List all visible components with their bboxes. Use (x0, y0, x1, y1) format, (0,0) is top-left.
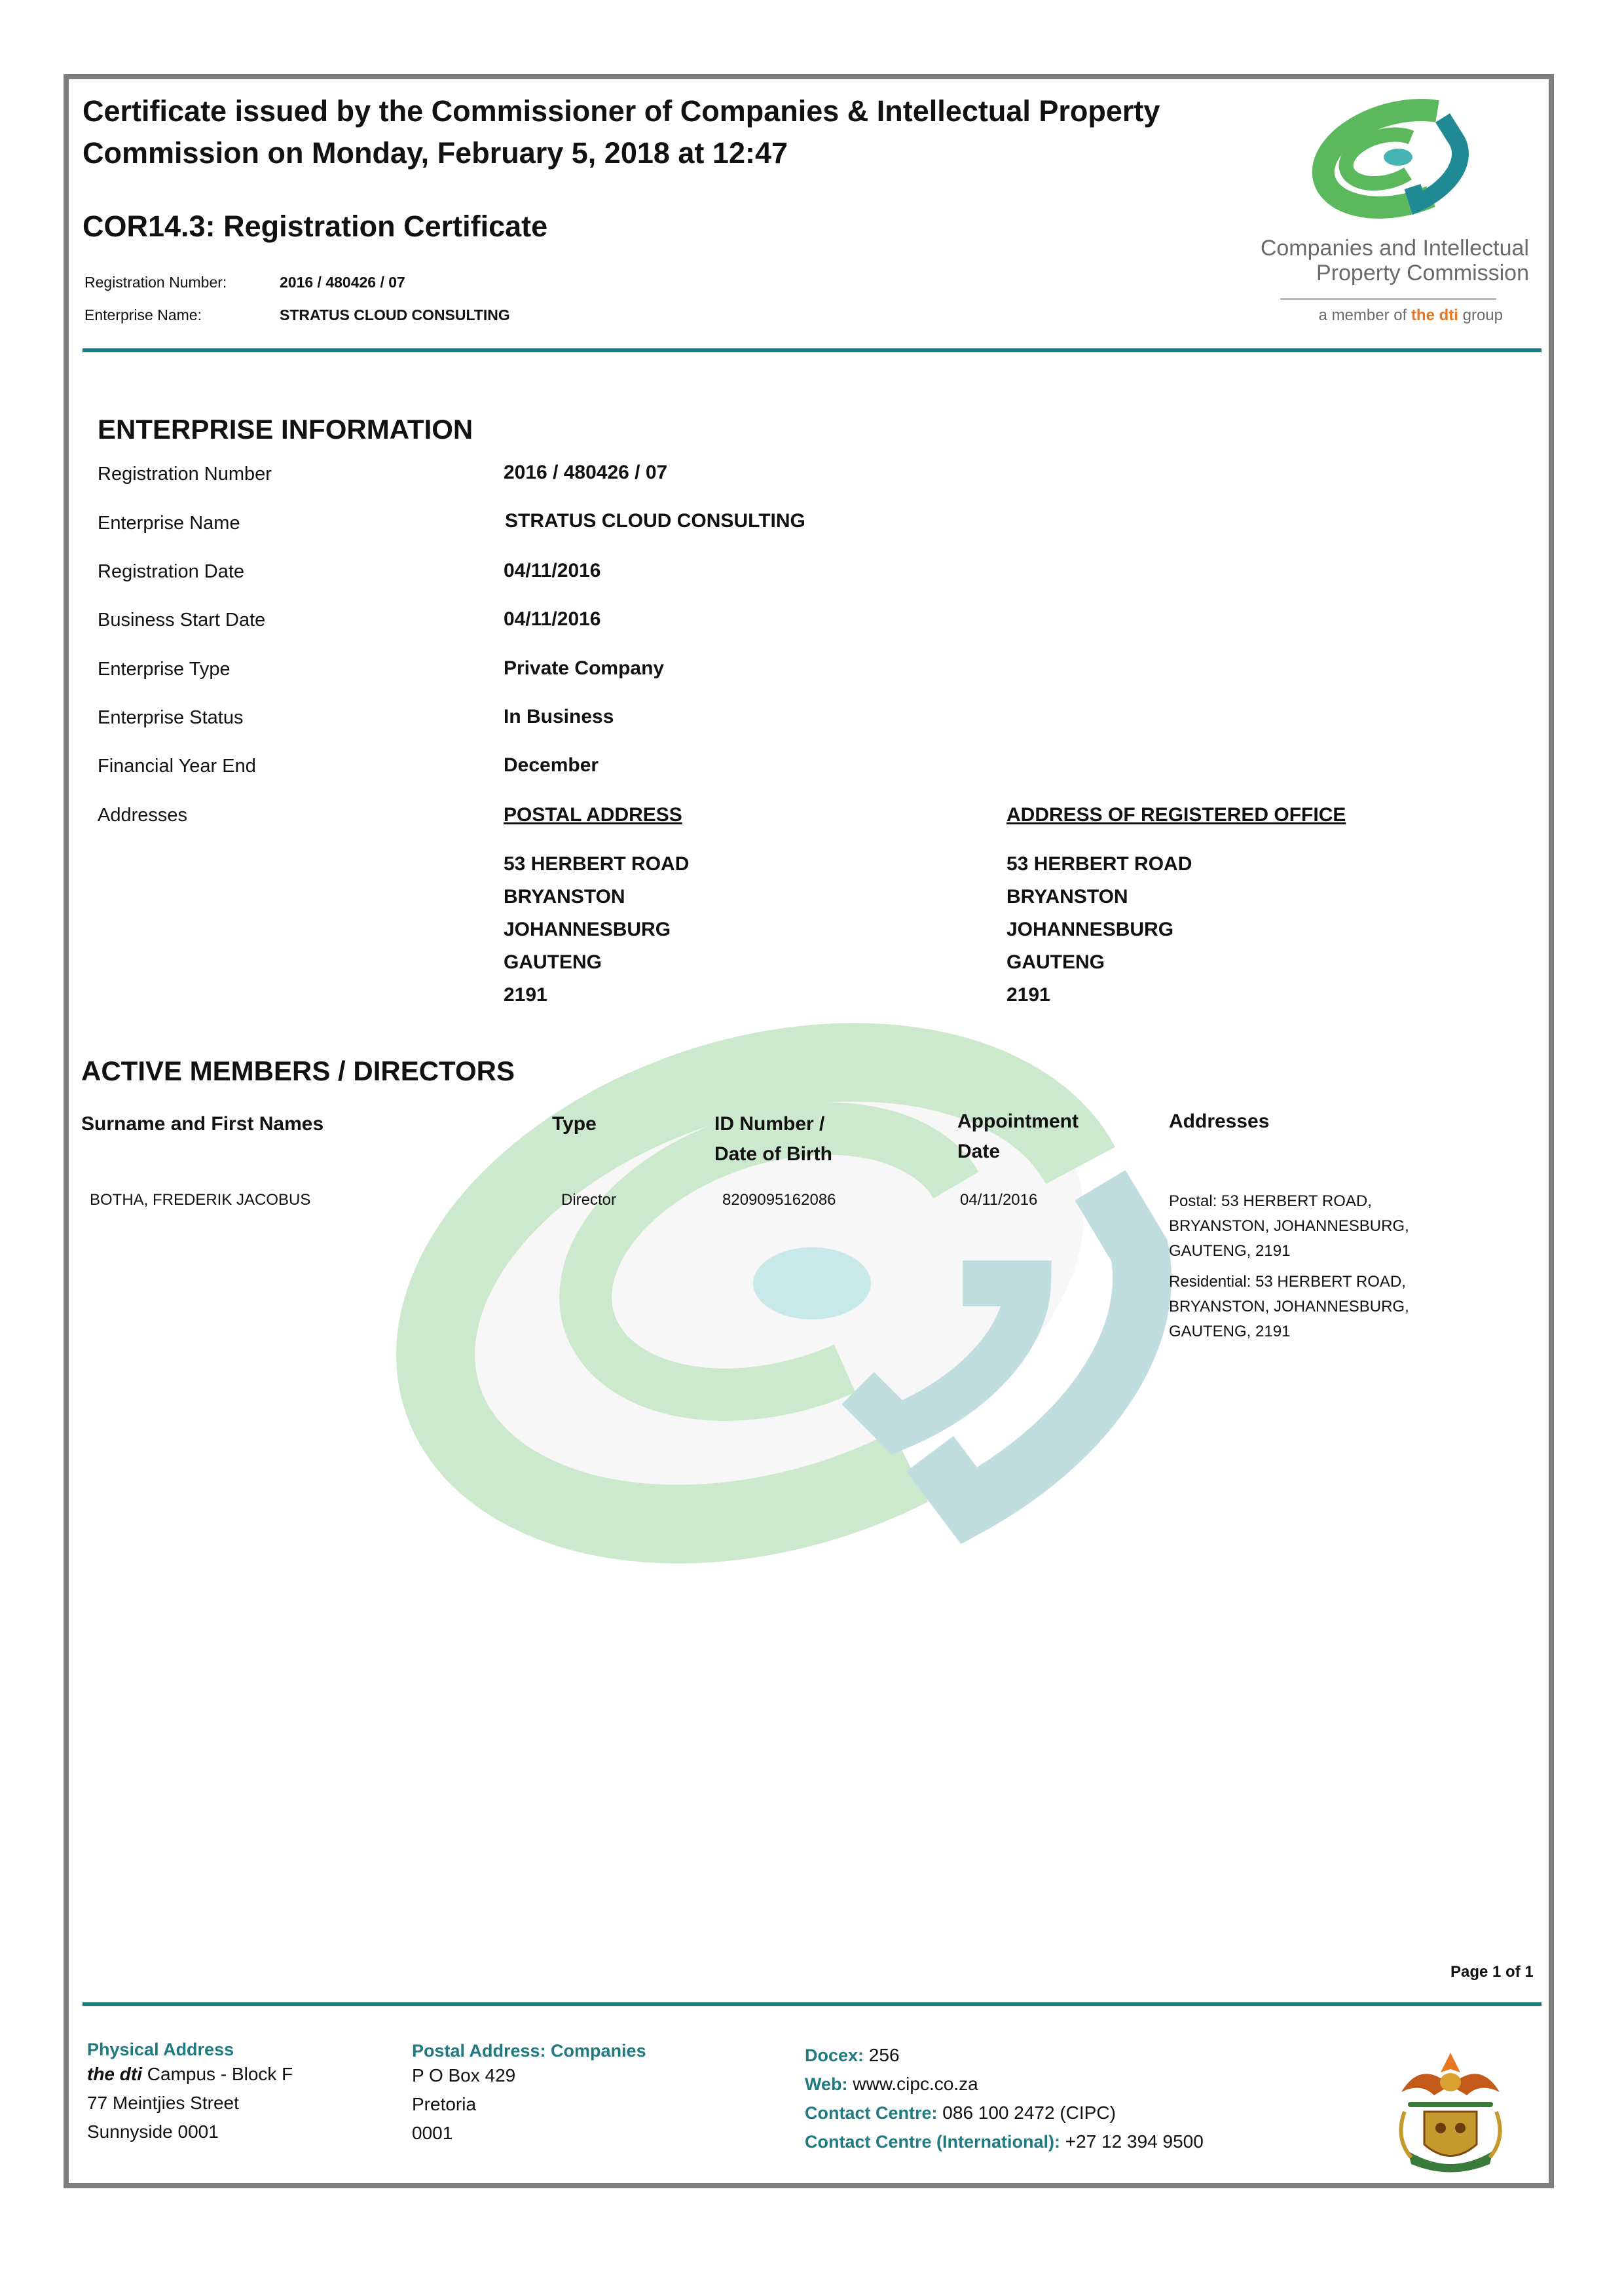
field-label-addresses: Addresses (98, 805, 188, 826)
directors-section-title: ACTIVE MEMBERS / DIRECTORS (81, 1056, 515, 1086)
header-divider (83, 348, 1541, 352)
footer-physical-address: Physical Address the dti Campus - Block F 77 Meintjies Street Sunnyside 0001 (87, 2040, 293, 2142)
footer-postal-address: Postal Address: Companies P O Box 429 Pretoria 0001 (412, 2041, 646, 2143)
field-label-business-start-date: Business Start Date (98, 610, 266, 631)
col-header-type: Type (552, 1113, 597, 1135)
postal-address-line: JOHANNESBURG (504, 919, 671, 940)
page-number: Page 1 of 1 (1450, 1963, 1534, 1981)
postal-address-line: GAUTENG (504, 951, 602, 973)
footer-contact-centre-international: Contact Centre (International): +27 12 394 9500 (805, 2131, 1204, 2152)
col-header-id: ID Number / Date of Birth (714, 1113, 832, 1165)
footer-contact (805, 2041, 1204, 2156)
field-label-registration-date: Registration Date (98, 561, 245, 582)
field-value-enterprise-status: In Business (504, 706, 614, 727)
postal-address-line: BRYANSTON (504, 886, 625, 908)
header-reg-number-label: Registration Number: (84, 274, 227, 291)
footer-contact-centre: Contact Centre: 086 100 2472 (CIPC) (805, 2102, 1116, 2123)
coat-of-arms-icon (1382, 2046, 1519, 2184)
field-label-enterprise-status: Enterprise Status (98, 707, 244, 728)
cipc-logo (1241, 92, 1536, 334)
director-postal-address: Postal: 53 HERBERT ROAD, BRYANSTON, JOHANNESBURG, GAUTENG, 2191 (1169, 1192, 1409, 1260)
field-label-financial-year-end: Financial Year End (98, 756, 256, 777)
registered-office-line: 53 HERBERT ROAD (1006, 853, 1192, 875)
certificate-issue-line: Certificate issued by the Commissioner of Companies & Intellectual Property Commission on Monday, February 5, 2018 at 12:47 (83, 94, 1160, 170)
enterprise-section-title: ENTERPRISE INFORMATION (98, 414, 473, 445)
registered-office-block (1006, 848, 1192, 1012)
field-value-enterprise-name: STRATUS CLOUD CONSULTING (505, 510, 805, 532)
registered-office-line: GAUTENG (1006, 951, 1105, 973)
footer-physical-label: Physical Address (87, 2040, 234, 2059)
logo-line2: Property Commission (1316, 261, 1529, 285)
postal-address-heading: POSTAL ADDRESS (504, 804, 682, 826)
col-header-name: Surname and First Names (81, 1113, 324, 1135)
header-enterprise-name-value: STRATUS CLOUD CONSULTING (280, 306, 510, 323)
postal-address-block (504, 848, 689, 1012)
director-residential-address: Residential: 53 HERBERT ROAD, BRYANSTON, JOHANNESBURG, GAUTENG, 2191 (1169, 1273, 1409, 1340)
logo-line1: Companies and Intellectual (1260, 236, 1529, 261)
director-id-number: 8209095162086 (722, 1191, 836, 1209)
header-enterprise-name-label: Enterprise Name: (84, 306, 202, 323)
footer-docex: Docex: 256 (805, 2045, 900, 2065)
registered-office-line: JOHANNESBURG (1006, 919, 1174, 940)
logo-tagline: a member of the dti group (1318, 306, 1503, 324)
field-label-enterprise-name: Enterprise Name (98, 513, 240, 534)
footer-divider (83, 2002, 1541, 2006)
field-value-registration-date: 04/11/2016 (504, 560, 601, 581)
director-type: Director (561, 1191, 617, 1209)
registered-office-line: 2191 (1006, 984, 1050, 1006)
footer-web: Web: www.cipc.co.za (805, 2074, 978, 2094)
cipc-logo-mark-icon (1241, 92, 1536, 223)
field-value-enterprise-type: Private Company (504, 657, 665, 679)
col-header-appointment: Appointment Date (957, 1111, 1079, 1162)
field-label-enterprise-type: Enterprise Type (98, 659, 231, 680)
director-appointment-date: 04/11/2016 (960, 1191, 1038, 1209)
website-link[interactable]: www.cipc.co.za (847, 2074, 978, 2094)
field-value-business-start-date: 04/11/2016 (504, 608, 601, 630)
col-header-addresses: Addresses (1169, 1111, 1270, 1132)
field-label-registration-number: Registration Number (98, 464, 272, 485)
postal-address-line: 53 HERBERT ROAD (504, 853, 690, 875)
director-name: BOTHA, FREDERIK JACOBUS (90, 1191, 311, 1209)
field-value-registration-number: 2016 / 480426 / 07 (504, 462, 668, 483)
registered-office-line: BRYANSTON (1006, 886, 1128, 908)
header-reg-number-value: 2016 / 480426 / 07 (280, 274, 405, 291)
registered-office-heading: ADDRESS OF REGISTERED OFFICE (1006, 804, 1346, 826)
postal-address-line: 2191 (504, 984, 547, 1006)
footer-postal-label: Postal Address: Companies (412, 2041, 646, 2061)
field-value-financial-year-end: December (504, 754, 599, 776)
document-title: COR14.3: Registration Certificate (83, 210, 548, 243)
